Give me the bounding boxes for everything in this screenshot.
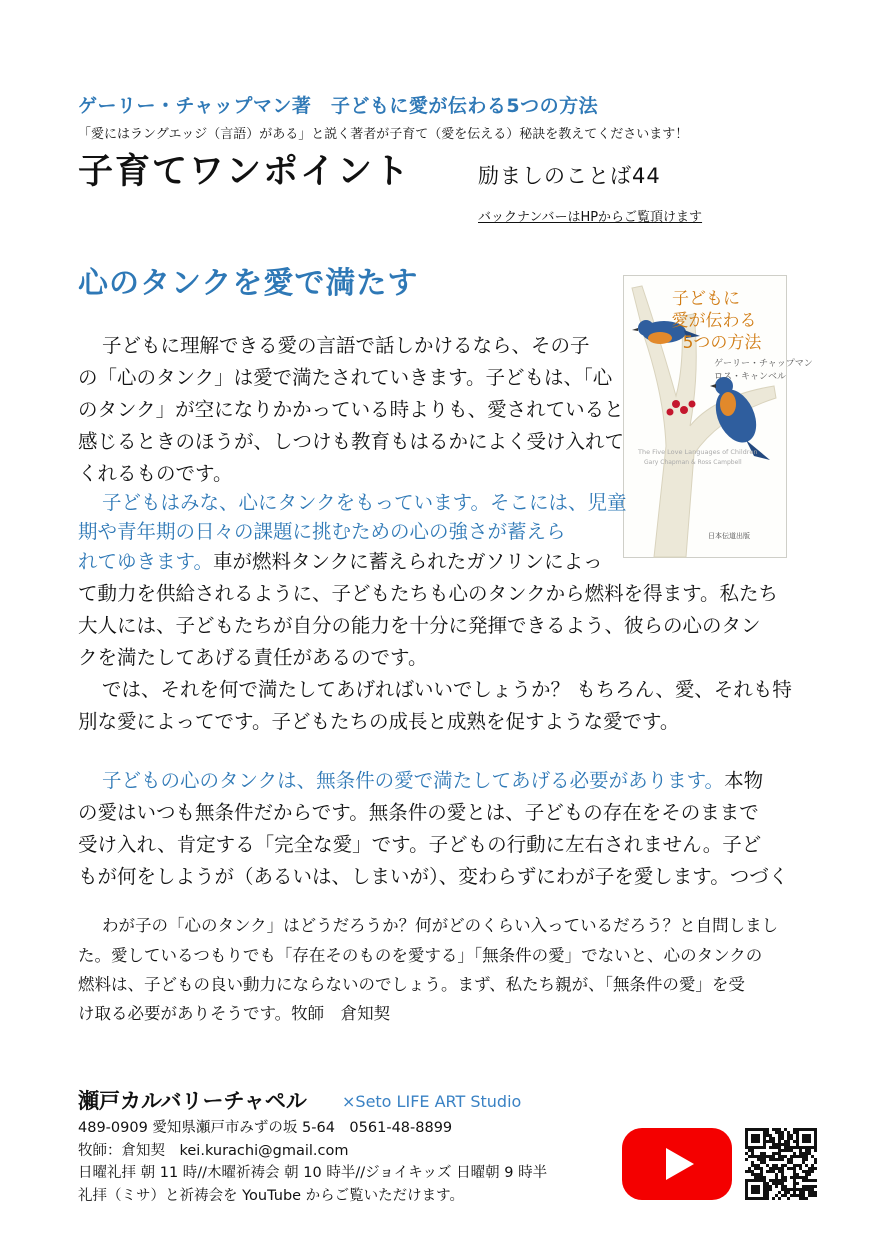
body-text-line: 別な愛によってです。子どもたちの成長と成熟を促すような愛です。 — [78, 710, 680, 733]
body-text-highlight: 子どもの心のタンクは、無条件の愛で満たしてあげる必要があります。 — [102, 769, 725, 792]
studio-name: ×Seto LIFE ART Studio — [342, 1092, 522, 1111]
book-authors-line1: ゲーリー・チャップマン — [714, 359, 813, 369]
book-publisher: 日本伝道出版 — [708, 532, 750, 540]
play-icon — [622, 1128, 732, 1200]
note-text-line: た。愛しているつもりでも「存在そのものを愛する」「無条件の愛」でないと、心のタンクの — [78, 946, 763, 965]
body-text-line: 受け入れ、肯定する「完全な愛」です。子どもの行動に左右されません。子ど — [78, 833, 762, 856]
book-title-line3: 5つの方法 — [682, 333, 762, 353]
body-text-line-highlight: 子どもはみな、心にタンクをもっています。そこには、児童 — [102, 491, 627, 514]
body-text-line: 感じるときのほうが、しつけも教育もはるかによく受け入れて — [78, 430, 625, 453]
body-text-line: では、それを何で満たしてあげればいいでしょうか？ もちろん、愛、それも特 — [102, 678, 792, 701]
youtube-note-line: 礼拝（ミサ）と祈祷会を YouTube からご覧いただけます。 — [78, 1188, 465, 1204]
church-name: 瀬戸カルバリーチャペル — [78, 1089, 307, 1113]
article-headline: 心のタンクを愛で満たす — [78, 266, 419, 301]
book-english-authors: Gary Chapman & Ross Campbell — [644, 459, 742, 466]
body-text-line: のタンク」が空になりかかっている時よりも、愛されていると — [78, 398, 624, 421]
body-text-line: 子どもに理解できる愛の言語で話しかけるなら、その子 — [102, 334, 590, 357]
book-cover-illustration — [624, 276, 813, 557]
series-title: ゲーリー・チャップマン著 子どもに愛が伝わる5つの方法 — [78, 95, 599, 117]
book-authors-line2: ロス・キャンベル — [714, 372, 787, 382]
body-text-line: の「心のタンク」は愛で満たされていきます。子どもは、「心 — [78, 366, 613, 389]
body-text-plain: 本物 — [724, 769, 764, 792]
note-text-line: わが子の「心のタンク」はどうだろうか？何がどのくらい入っているだろう？と自問しまし — [102, 916, 779, 935]
body-text-line: クを満たしてあげる責任があるのです。 — [78, 646, 428, 669]
book-title-line1: 子どもに — [672, 289, 740, 309]
body-text-highlight: れてゆきます。 — [78, 550, 213, 573]
column-name: 子育てワンポイント — [78, 152, 412, 192]
body-text-line: の愛はいつも無条件だからです。無条件の愛とは、子どもの存在をそのままで — [78, 801, 759, 824]
body-text-line-highlight: 期や青年期の日々の課題に挑むための心の強さが蓄えら — [78, 520, 566, 543]
backnumber-link[interactable]: バックナンバーはHPからご覧頂けます — [478, 210, 703, 225]
subtitle: 「愛にはラングエッジ（言語）がある」と説く著者が子育て（愛を伝える）秘訣を教えてくださいます！ — [78, 127, 689, 142]
body-text-line-mixed — [78, 548, 603, 576]
schedule-line: 日曜礼拝 朝 11 時//木曜祈祷会 朝 10 時半//ジョイキッズ 日曜朝 9 時半 — [78, 1165, 548, 1181]
address-line: 489-0909 愛知県瀬戸市みずの坂 5-64 0561-48-8899 — [78, 1120, 453, 1136]
body-text-plain: 車が燃料タンクに蓄えられたガソリンによっ — [212, 550, 603, 573]
body-text-line-mixed — [102, 767, 763, 795]
body-text-line: くれるものです。 — [78, 462, 233, 485]
youtube-button[interactable] — [622, 1128, 732, 1200]
book-english-title: The Five Love Languages of Children — [638, 448, 758, 456]
body-text-line: 大人には、子どもたちが自分の能力を十分に発揮できるよう、彼らの心のタン — [78, 614, 761, 637]
qr-code-graphic — [745, 1128, 817, 1200]
body-text-line: もが何をしようが（あるいは、しまいが）、変わらずにわが子を愛します。つづく — [78, 865, 789, 888]
pastor-contact-line: 牧師：倉知契 kei.kurachi@gmail.com — [78, 1143, 349, 1159]
qr-code — [745, 1128, 817, 1200]
book-cover-image — [623, 275, 813, 558]
book-title-line2: 愛が伝わる — [671, 311, 757, 331]
column-number: 励ましのことば44 — [478, 164, 661, 188]
note-text-line: 燃料は、子どもの良い動力にならないのでしょう。まず、私たち親が、「無条件の愛」を受 — [78, 975, 745, 994]
body-text-line: て動力を供給されるように、子どもたちも心のタンクから燃料を得ます。私たち — [78, 582, 779, 605]
note-text-line: け取る必要がありそうです。牧師 倉知契 — [78, 1004, 391, 1023]
